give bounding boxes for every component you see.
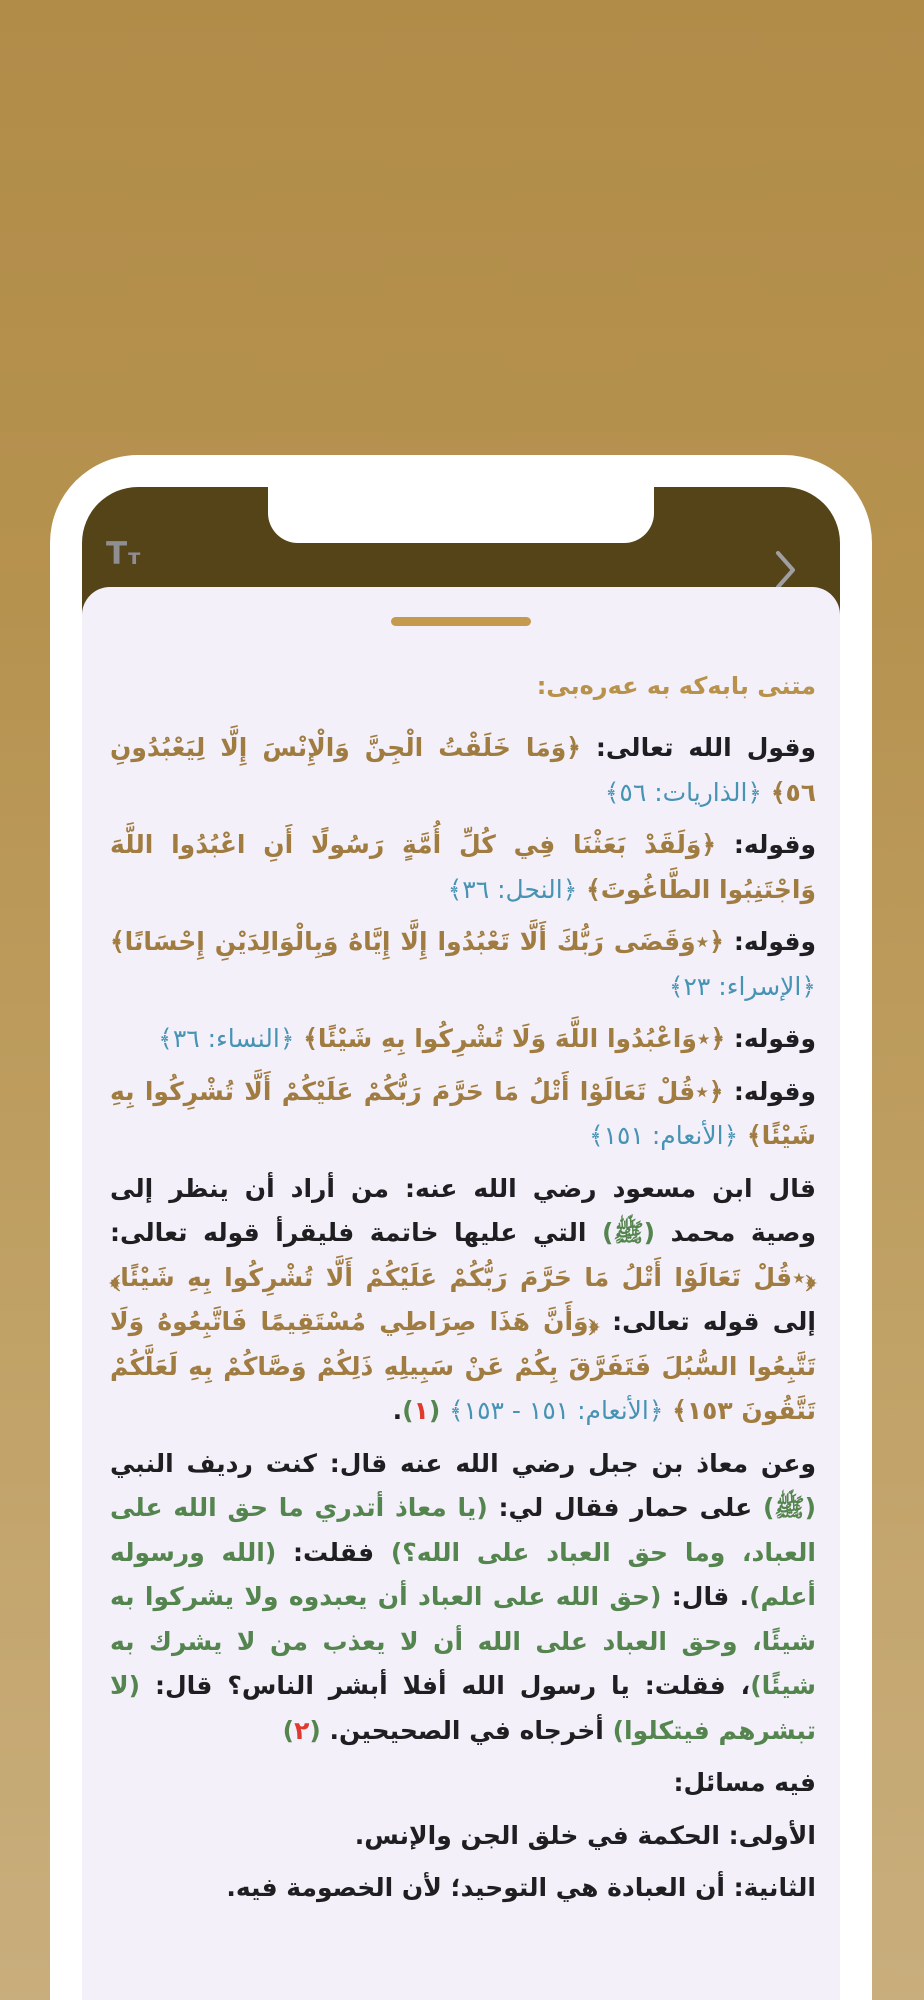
verse-paragraph-nahl: وقوله: ﴿وَلَقَدْ بَعَثْنَا فِي كُلِّ أُمَّةٍ رَسُولًا أَنِ اعْبُدُوا اللَّهَ وَاجْتَنِبُوا الطَّاغُوتَ﴾ ﴿النحل: ٣٦﴾ — [110, 830, 816, 904]
verse-paragraph-anam: وقوله: ﴿٭قُلْ تَعَالَوْا أَتْلُ مَا حَرَّمَ رَبُّكُمْ عَلَيْكُمْ أَلَّا تُشْرِكُوا بِهِ شَيْئًا﴾ ﴿الأنعام: ١٥١﴾ — [110, 1076, 816, 1150]
section-heading: متنى بابەكە به عەرەبى: — [536, 672, 816, 700]
drag-handle-bar[interactable] — [391, 617, 531, 626]
ibn-masud-paragraph: قال ابن مسعود رضي الله عنه: من أراد أن ينظر إلى وصية محمد (ﷺ) التي عليها خاتمة فليقرأ قوله تعالى: ﴿٭قُلْ تَعَالَوْا أَتْلُ مَا حَرَّمَ رَبُّكُمْ عَلَيْكُمْ أَلَّا تُشْرِكُوا بِهِ شَيْئًا﴾ إلى قوله تعالى: ﴿وَأَنَّ هَذَا صِرَاطِي مُسْتَقِيمًا فَاتَّبِعُوهُ وَلَا تَتَّبِعُوا السُّبُلَ فَتَفَرَّقَ بِكُمْ عَنْ سَبِيلِهِ ذَلِكُمْ وَصَّاكُمْ بِهِ لَعَلَّكُمْ تَتَّقُونَ ١٥٣﴾ ﴿الأنعام: ١٥١ - ١٥٣﴾ (١). — [110, 1173, 816, 1425]
chevron-right-icon — [774, 549, 798, 591]
phone-frame — [50, 455, 872, 2000]
masail-item-2: الثانية: أن العبادة هي التوحيد؛ لأن الخصومة فيه. — [226, 1873, 816, 1902]
muadh-hadith-paragraph: وعن معاذ بن جبل رضي الله عنه قال: كنت رديف النبي (ﷺ) على حمار فقال لي: (يا معاذ أتدري ما حق الله على العباد، وما حق العباد على الله؟) فقلت: (الله ورسوله أعلم). قال: (حق الله على العباد أن يعبدوه ولا يشركوا به شيئًا، وحق العباد على الله أن لا يعذب من لا يشرك به شيئًا)، فقلت: يا رسول الله أفلا أبشر الناس؟ قال: (لا تبشرهم فيتكلوا) أخرجاه في الصحيحين. (٢) — [110, 1448, 816, 1745]
reader-scroll-area[interactable] — [82, 672, 840, 1911]
text-size-icon-small: т — [128, 545, 141, 570]
text-size-icon: T — [106, 536, 128, 572]
collapse-panel-button[interactable] — [774, 549, 798, 591]
text-size-button[interactable] — [106, 536, 141, 572]
paragraph-list — [110, 726, 816, 1911]
verse-paragraph-dhariyat: وقول الله تعالى: ﴿وَمَا خَلَقْتُ الْجِنَّ وَالْإِنْسَ إِلَّا لِيَعْبُدُونِ ٥٦﴾ ﴿الذاريات: ٥٦﴾ — [110, 733, 816, 807]
phone-screen — [82, 487, 840, 2000]
phone-notch — [268, 487, 654, 543]
reader-sheet — [82, 587, 840, 2000]
verse-paragraph-isra: وقوله: ﴿٭وَقَضَى رَبُّكَ أَلَّا تَعْبُدُوا إِلَّا إِيَّاهُ وَبِالْوَالِدَيْنِ إِحْسَانًا﴾ ﴿الإسراء: ٢٣﴾ — [110, 927, 817, 1001]
masail-item-1: الأولى: الحكمة في خلق الجن والإنس. — [354, 1820, 816, 1850]
verse-paragraph-nisa: وقوله: ﴿٭وَاعْبُدُوا اللَّهَ وَلَا تُشْرِكُوا بِهِ شَيْئًا﴾ ﴿النساء: ٣٦﴾ — [158, 1024, 816, 1053]
masail-heading: فيه مسائل: — [673, 1768, 816, 1797]
